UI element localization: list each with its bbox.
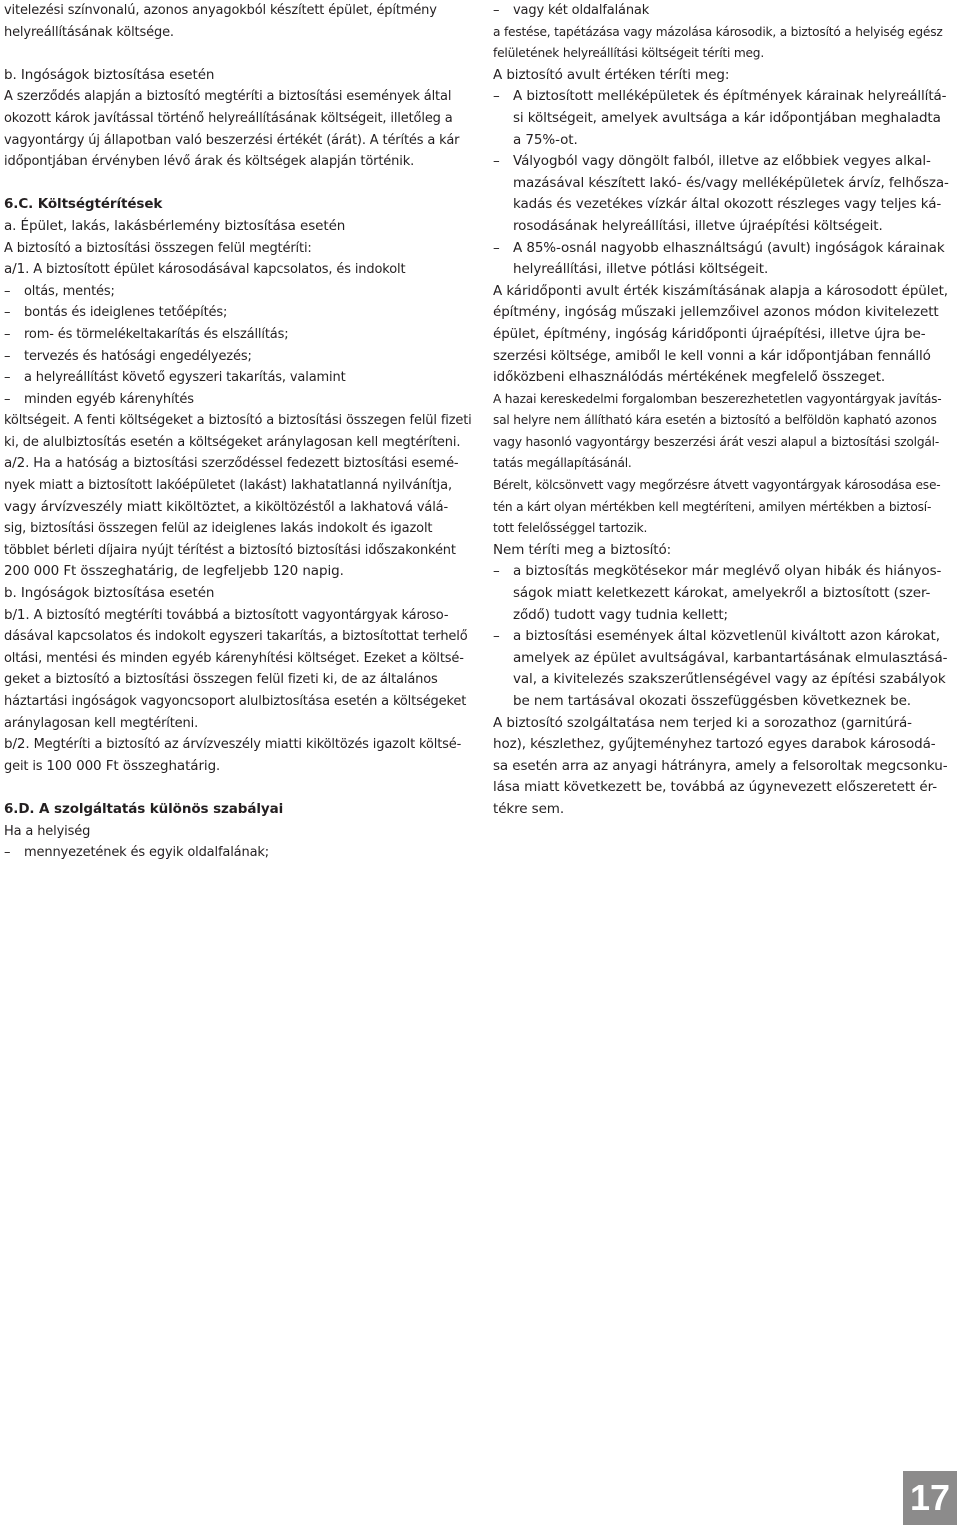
paragraph-line: A hazai kereskedelmi forgalomban beszerezhetetlen vagyontárgyak javítás- xyxy=(493,391,942,406)
dash-bullet: – xyxy=(4,370,11,386)
paragraph-line: sa esetén arra az anyagi hátrányra, amely a felsoroltak megcsonku- xyxy=(493,757,948,774)
dash-bullet: – xyxy=(4,326,11,342)
paragraph-line: geket a biztosító a biztosítási összegen felül fizeti ki, de az általános xyxy=(4,672,438,688)
page-number: 17 xyxy=(903,1471,957,1525)
paragraph-line: A biztosító avult értéken téríti meg: xyxy=(493,66,730,83)
paragraph-line: sig, biztosítási összegen felül az ideiglenes lakás indokolt és igazolt xyxy=(4,521,433,537)
list-item-continuation: val, a kivitelezés szakszerűtlenségével vagy az építési szabályok xyxy=(513,671,946,688)
dash-bullet: – xyxy=(493,563,500,580)
paragraph-line: sal helyre nem állítható kára esetén a biztosító a belföldön kapható azonos xyxy=(493,413,937,428)
paragraph-line: a/2. Ha a hatóság a biztosítási szerződéssel fedezett biztosítási esemé- xyxy=(4,455,459,472)
emphasis: vagy árvízveszély miatt kiköltöztet xyxy=(4,498,236,515)
list-item: – A biztosított melléképületek és építmények kárainak helyreállítá- xyxy=(493,86,957,108)
clause-label: a/1. xyxy=(4,261,30,278)
subsection-heading: a. Épület, lakás, lakásbérlemény biztosítása esetén xyxy=(4,217,346,234)
paragraph-line: A szerződés alapján a biztosító megtéríti a biztosítási események által xyxy=(4,89,452,105)
dash-bullet: – xyxy=(4,283,11,299)
paragraph-line: Ha a helyiség xyxy=(4,823,91,839)
paragraph-line: tatás megállapításánál. xyxy=(493,456,632,471)
list-item: – minden egyéb kárenyhítés xyxy=(4,389,467,411)
paragraph-line: hoz), készlethez, gyűjteményhez tartozó egyes darabok károsodá- xyxy=(493,736,936,753)
clause-label: a/2. xyxy=(4,455,30,472)
paragraph-line: lása miatt következett be, továbbá az úgynevezett előszeretett ér- xyxy=(493,779,937,796)
paragraph-line: nyek miatt a biztosított lakóépületet (lakást) lakhatatlanná nyilvánítja, xyxy=(4,478,452,494)
clause-label: b/2. xyxy=(4,736,30,753)
emphasis-line: 200 000 Ft összeghatárig, de legfeljebb 120 napig. xyxy=(4,563,344,580)
paragraph-line: A biztosító a biztosítási összegen felül megtéríti: xyxy=(4,240,312,256)
intro-line: vitelezési színvonalú, azonos anyagokból készített épület, építmény xyxy=(4,3,437,18)
list-item-continuation: helyreállítási, illetve pótlási költségeit. xyxy=(513,261,769,278)
paragraph-line: vagy hasonló vagyontárgy beszerzési árát veszi alapul a biztosítási szolgál- xyxy=(493,434,940,449)
emphasis: 100 000 Ft összeghatárig xyxy=(46,757,217,774)
paragraph-line: ki, de alulbiztosítás esetén a költségeket aránylagosan kell megtéríteni. xyxy=(4,434,461,450)
paragraph-line: épület, építmény, ingóság káridőponti újraépítési, illetve újra be- xyxy=(493,325,926,342)
paragraph-line: Bérelt, kölcsönvett vagy megőrzésre átvett vagyontárgyak károsodása ese- xyxy=(493,478,941,493)
paragraph-line: aránylagosan kell megtéríteni. xyxy=(4,715,199,731)
list-item: – a biztosítás megkötésekor már meglévő olyan hibák és hiányos- xyxy=(493,561,957,583)
section-heading: b. Ingóságok biztosítása esetén xyxy=(4,66,215,83)
subsection-heading: b. Ingóságok biztosítása esetén xyxy=(4,585,215,602)
list-item: – Vályogból vagy döngölt falból, illetve az előbbiek vegyes alkal- xyxy=(493,151,957,173)
left-column xyxy=(4,0,472,864)
right-column xyxy=(493,0,957,821)
dash-bullet: – xyxy=(4,305,11,321)
paragraph-line: b/1. A biztosító megtéríti továbbá a biztosított vagyontárgyak károso- xyxy=(4,606,449,623)
list-item: – bontás és ideiglenes tetőépítés; xyxy=(4,302,467,324)
list-item: – a biztosítási események által közvetlenül kiváltott azon károkat, xyxy=(493,626,957,648)
paragraph-line: felületének helyreállítási költségeit téríti meg. xyxy=(493,46,765,61)
list-item-continuation: ződő) tudott vagy tudnia kellett; xyxy=(513,606,728,623)
paragraph-line: tén a kárt olyan mértékben kell megtéríteni, amilyen mértékben a biztosí- xyxy=(493,499,932,514)
section-title: 6.D. A szolgáltatás különös szabályai xyxy=(4,800,284,817)
list-item: – rom- és törmelékeltakarítás és elszállítás; xyxy=(4,324,467,346)
paragraph-line: a/1. A biztosított épület károsodásával kapcsolatos, és indokolt xyxy=(4,261,406,278)
dash-bullet: – xyxy=(4,348,11,364)
paragraph-line: építmény, ingóság műszaki jellemzőivel azonos módon kivitelezett xyxy=(493,304,939,321)
paragraph-line: geit is 100 000 Ft összeghatárig. xyxy=(4,757,221,774)
paragraph-line: időközbeni elhasználódás mértékének megfelelő összeget. xyxy=(493,369,886,386)
paragraph-line: tott felelősséggel tartozik. xyxy=(493,521,648,536)
list-item-continuation: amelyek az épület avultságával, karbantartásának elmulasztásá- xyxy=(513,649,948,666)
paragraph-line: A káridőponti avult érték kiszámításának alapja a károsodott épület, xyxy=(493,282,949,299)
paragraph-line: költségeit. A fenti költségeket a biztosító a biztosítási összegen felül fizeti xyxy=(4,413,472,429)
paragraph-line: szerzési költsége, amiből le kell vonni a kár időpontjában fennálló xyxy=(493,347,931,364)
list-item-continuation: mazásával készített lakó- és/vagy melléképületek árvíz, felhősza- xyxy=(513,174,949,191)
list-item: – a helyreállítást követő egyszeri takarítás, valamint xyxy=(4,367,467,389)
dash-bullet: – xyxy=(493,239,500,256)
paragraph-line: háztartási ingóságok vagyoncsoport alulbiztosítása esetén a költségeket xyxy=(4,694,467,709)
paragraph-line: vagy árvízveszély miatt kiköltöztet, a kiköltözéstől a lakhatová válá- xyxy=(4,498,449,515)
list-item: – mennyezetének és egyik oldalfalának; xyxy=(4,842,467,864)
paragraph-line: Nem téríti meg a biztosító: xyxy=(493,541,672,558)
list-item: – A 85%-osnál nagyobb elhasználtságú (avult) ingóságok kárainak xyxy=(493,238,957,260)
paragraph-line: többlet bérleti díjaira nyújt térítést a biztosító biztosítási időszakonként xyxy=(4,542,456,558)
intro-line: helyreállításának költsége. xyxy=(4,24,174,40)
list-item: – vagy két oldalfalának xyxy=(493,0,957,22)
dash-bullet: – xyxy=(4,391,11,407)
dash-bullet: – xyxy=(493,88,500,105)
dash-bullet: – xyxy=(493,628,500,645)
paragraph-line: időpontjában érvényben lévő árak és költségek alapján történik. xyxy=(4,154,415,170)
paragraph-line: vagyontárgy új állapotban való beszerzési értékét (árát). A térítés a kár xyxy=(4,132,460,148)
dash-bullet: – xyxy=(493,153,500,170)
list-item: – tervezés és hatósági engedélyezés; xyxy=(4,346,467,368)
section-title: 6.C. Költségtérítések xyxy=(4,196,163,213)
paragraph-line: a festése, tapétázása vagy mázolása károsodik, a biztosító a helyiség egész xyxy=(493,24,943,39)
list-item-continuation: be nem tartásával okozati összefüggésben következnek be. xyxy=(513,693,911,709)
dash-bullet: – xyxy=(493,3,500,18)
list-item-continuation: rosodásának helyreállítási, illetve újraépítési költségeit. xyxy=(513,217,883,234)
list-item: – oltás, mentés; xyxy=(4,281,467,303)
paragraph-line: A biztosító szolgáltatása nem terjed ki a sorozathoz (garnitúrá- xyxy=(493,714,912,731)
paragraph-line: b/2. Megtéríti a biztosító az árvízveszély miatti kiköltözés igazolt költsé- xyxy=(4,736,462,753)
paragraph-line: tékre sem. xyxy=(493,800,565,817)
paragraph-line: oltási, mentési és minden egyéb kárenyhítési költséget. Ezeket a költsé- xyxy=(4,650,464,666)
list-item-continuation: kadás és vezetékes vízkár által okozott részleges vagy teljes ká- xyxy=(513,196,942,213)
dash-bullet: – xyxy=(4,845,11,861)
list-item-continuation: ságok miatt keletkezett károkat, amelyekről a biztosított (szer- xyxy=(513,585,931,602)
paragraph-line: dásával kapcsolatos és indokolt egyszeri takarítás, a biztosítottat terhelő xyxy=(4,629,468,645)
list-item-continuation: si költségeit, amelyek avultsága a kár időpontjában meghaladta xyxy=(513,109,941,126)
list-item-continuation: a 75%-ot. xyxy=(513,131,578,148)
clause-label: b/1. xyxy=(4,606,30,623)
paragraph-line: okozott károk javítással történő helyreállításának költségeit, illetőleg a xyxy=(4,110,453,126)
